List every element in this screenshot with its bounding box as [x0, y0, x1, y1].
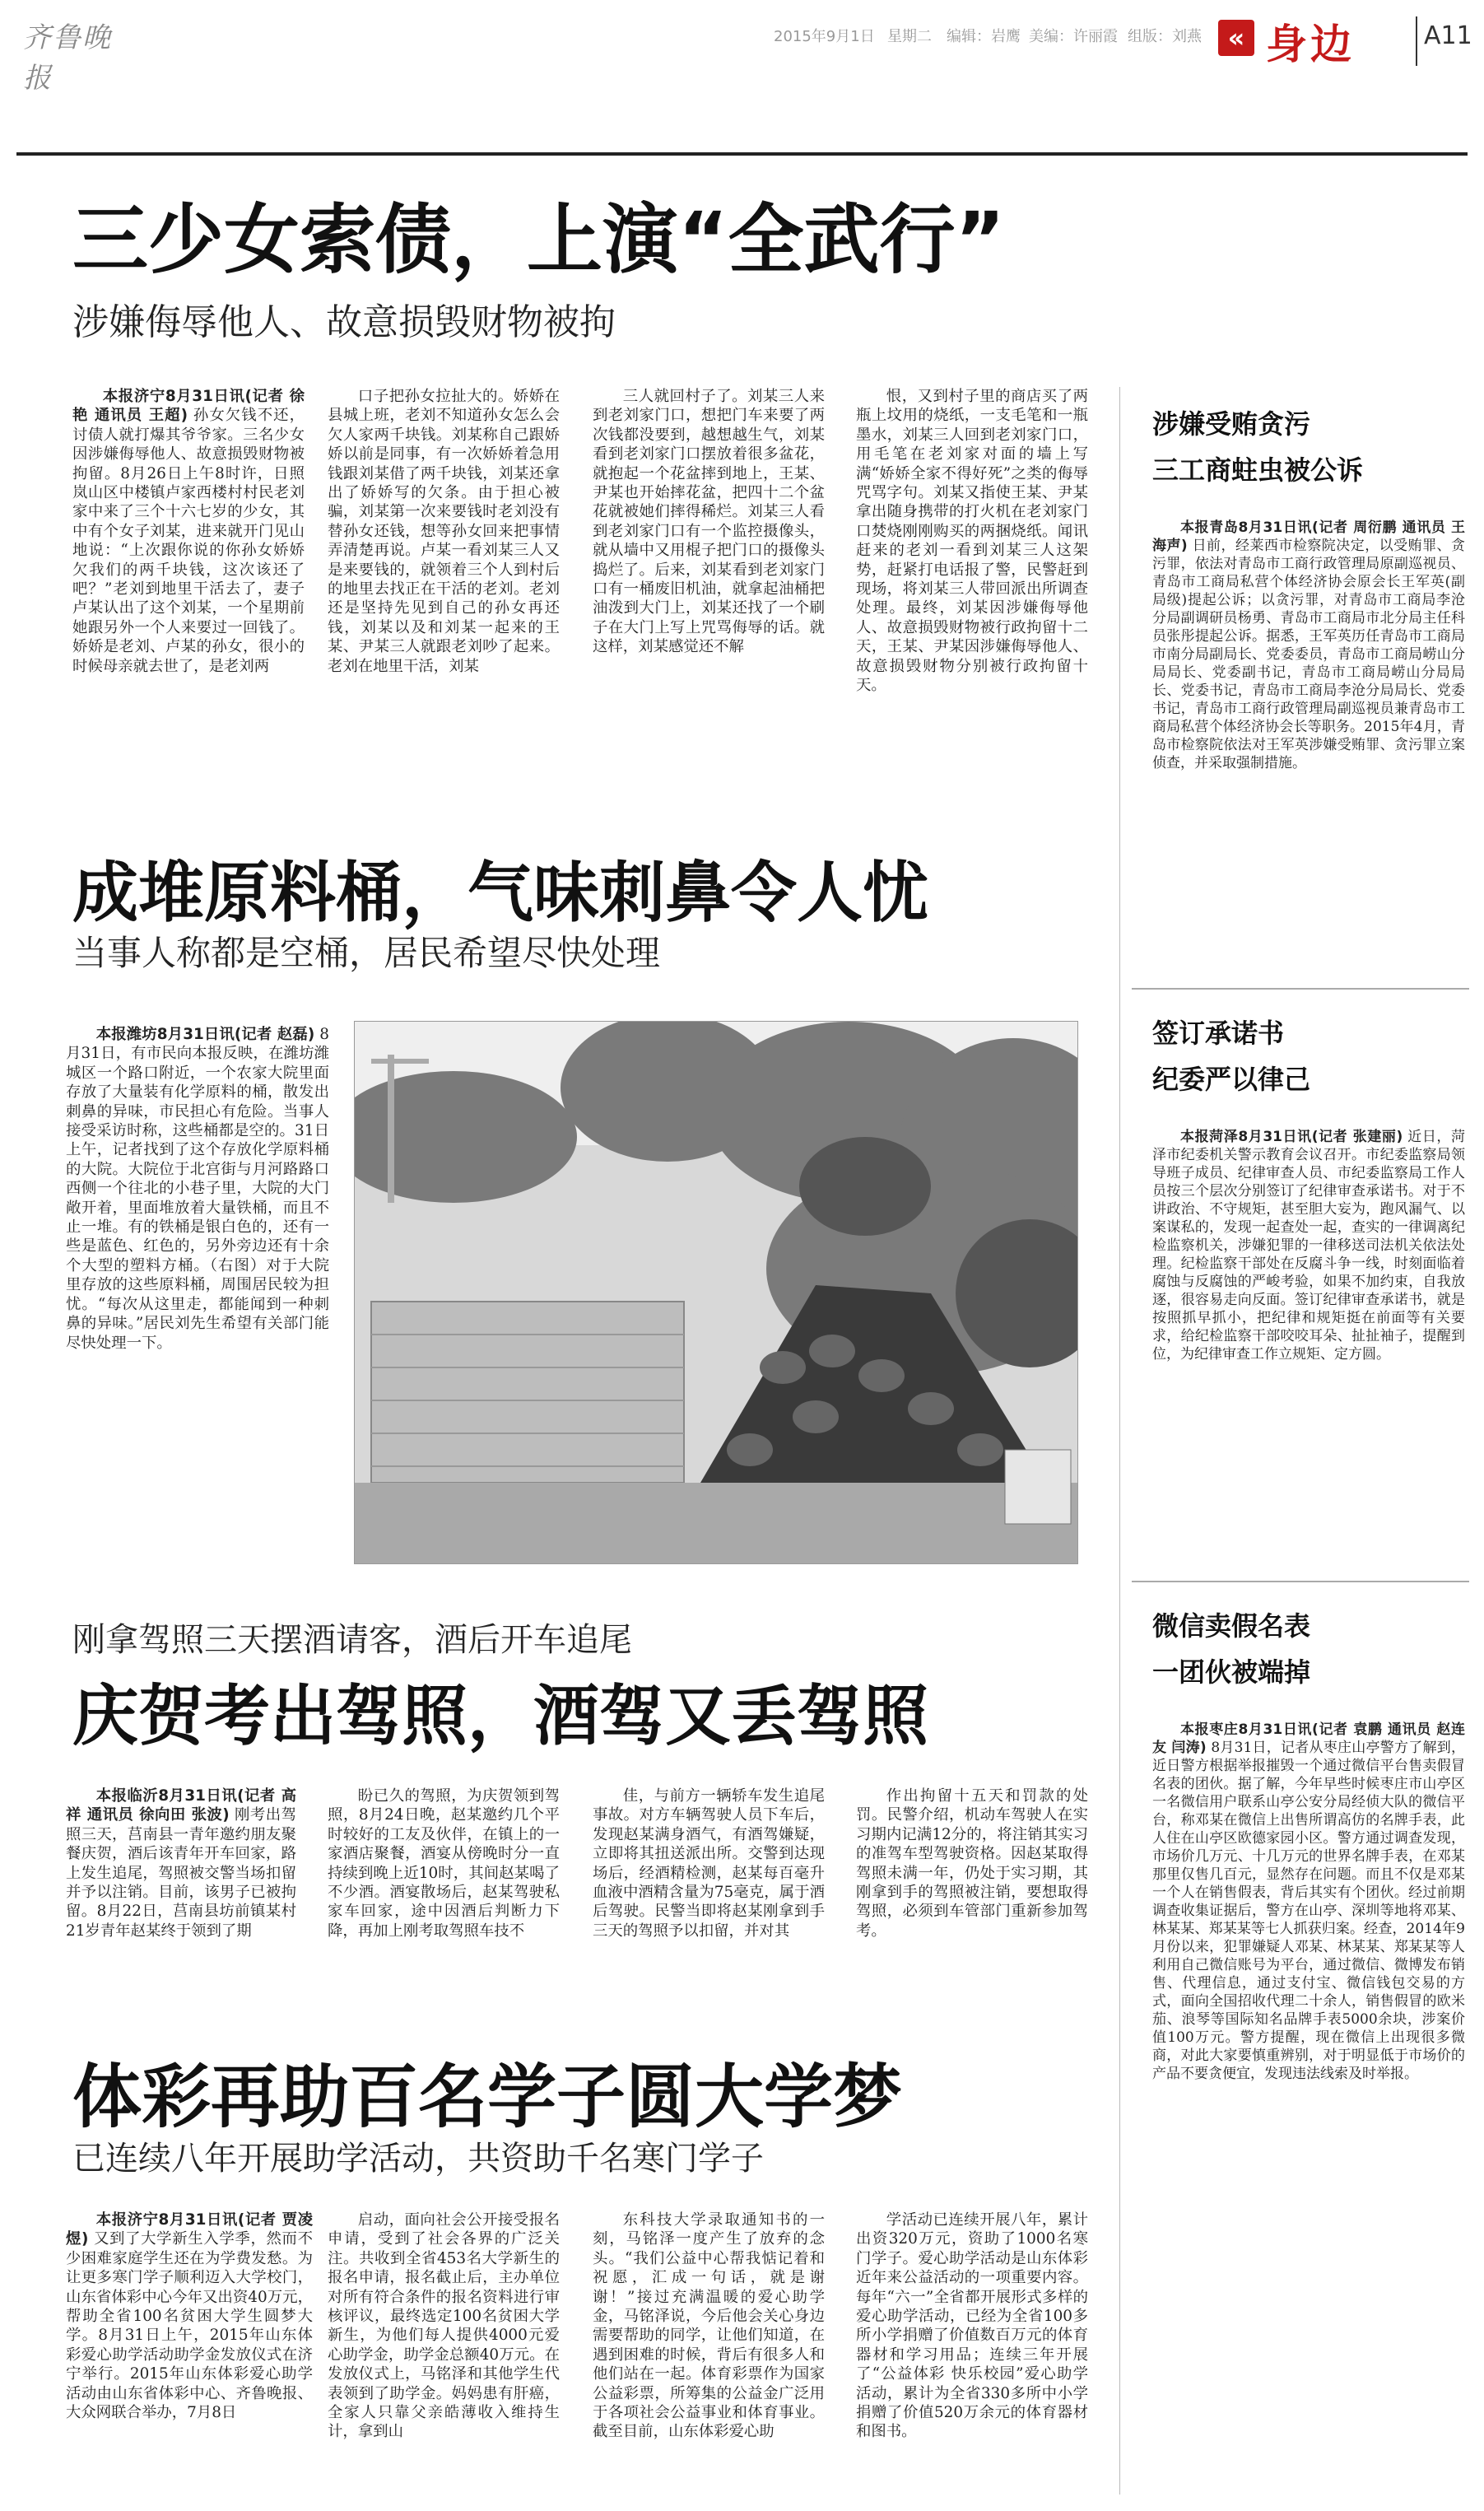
story1-column-3 [593, 387, 825, 774]
story3-text-3: 佳，与前方一辆轿车发生追尾事故。对方车辆驾驶人员下车后，发现赵某满身酒气，有酒驾嫌疑，立即将其扭送派出所。交警到达现场后，经酒精检测，赵某每百毫升血液中酒精含量为75毫克，属于酒后驾驶。民警当即将赵某刚拿到手三天的驾照予以扣留，并对其 [593, 1787, 825, 1940]
story4-column-3 [593, 2211, 825, 2499]
story4-headline: 体彩再助百名学子圆大学梦 [72, 2057, 903, 2137]
story1-subhead: 涉嫌侮辱他人、故意损毁财物被拘 [72, 301, 616, 343]
story4-column-1 [66, 2211, 313, 2499]
barrels-photo-image [355, 1022, 1078, 1564]
story3-headline: 庆贺考出驾照，酒驾又丢驾照 [72, 1678, 928, 1754]
story3-column-3 [593, 1787, 825, 2025]
header-rule [16, 152, 1468, 156]
sidebar1-text: 日前，经莱西市检察院决定，以受贿罪、贪污罪，依法对青岛市工商行政管理局原副巡视员、青岛市工商局私营个体经济协会原会长王军英(副局级)提起公诉；以贪污罪，对青岛市工商局李沧分局副调研员杨勇、青岛市工商局市北分局主任科员张彤提起公诉。据悉，王军英历任青岛市工商局市南分局副局长、党委委员，青岛市工商局崂山分局局长、党委副书记，青岛市工商局崂山分局局长、党委书记，青岛市工商局李沧分局局长、党委书记，青岛市工商行政管理局副巡视员兼青岛市工商局私营个体经济协会长等职务。2015年4月，青岛市检察院依法对王军英涉嫌受贿罪、贪污罪立案侦查，并采取强制措施。 [1152, 538, 1465, 771]
section-chevron-icon: « [1218, 20, 1254, 56]
designer-credit: 美编：许丽霞 [1029, 28, 1118, 45]
story1-headline: 三少女索债，上演“全武行” [72, 196, 1005, 284]
sidebar1-byline: 本报青岛8月31日讯(记者 周衍鹏 通讯员 王海声) [1152, 519, 1465, 554]
story4-column-4 [856, 2211, 1088, 2499]
story4-column-2 [328, 2211, 560, 2499]
story4-subhead: 已连续八年开展助学活动，共资助千名寒门学子 [72, 2140, 764, 2178]
story2-byline: 本报潍坊8月31日讯(记者 赵磊) [95, 1026, 315, 1043]
story3-column-1 [66, 1787, 296, 2025]
sidebar1-headline-line1: 涉嫌受贿贪污 [1152, 408, 1311, 440]
issue-weekday: 星期二 [887, 28, 932, 45]
sidebar1-headline-line2: 三工商蛀虫被公诉 [1152, 454, 1364, 486]
story2-headline: 成堆原料桶，气味刺鼻令人忧 [72, 855, 928, 931]
story3-text-1: 刚考出驾照三天，莒南县一青年邀约朋友聚餐庆贺，酒后该青年开车回家，路上发生追尾，驾照被交警当场扣留并予以注销。目前，该男子已被拘留。8月22日，莒南县坊前镇某村21岁青年赵某终于领到了期 [66, 1806, 296, 1940]
sidebar3-headline-line1: 微信卖假名表 [1152, 1610, 1311, 1642]
sidebar2-headline-line1: 签订承诺书 [1152, 1018, 1285, 1049]
masthead-logo: 齐鲁晚报 [23, 21, 112, 95]
story4-text-1: 又到了大学新生入学季，然而不少困难家庭学生还在为学费发愁。为让更多寒门学子顺利迈入大学校门，山东省体彩中心今年又出资40万元，帮助全省100名贫困大学生圆梦大学。8月31日上午，2015年山东体彩爱心助学活动助学金发放仪式在济宁举行。2015年山东体彩爱心助学活动由山东省体彩中心、齐鲁晚报、大众网联合举办，7月8日 [66, 2230, 313, 2422]
sidebar-divider [1119, 387, 1120, 2495]
sidebar2-byline: 本报菏泽8月31日讯(记者 张建丽) [1180, 1129, 1403, 1145]
story3-column-4 [856, 1787, 1088, 2025]
story3-kicker: 刚拿驾照三天摆酒请客，酒后开车追尾 [72, 1621, 632, 1659]
story4-text-3: 东科技大学录取通知书的一刻，马铭泽一度产生了放弃的念头。“我们公益中心帮我惦记着和祝愿，汇成一句话，就是谢谢！”接过充满温暖的爱心助学金，马铭泽说，今后他会关心身边需要帮助的同学，让他们知道，在遇到困难的时候，背后有很多人和他们站在一起。体育彩票作为国家公益彩票，所筹集的公益金广泛用于各项社会公益事业和体育事业。截至目前，山东体彩爱心助 [593, 2211, 825, 2441]
story4-byline: 本报济宁8月31日讯(记者 贾凌煜) [66, 2211, 313, 2248]
story1-column-1 [72, 387, 305, 774]
proof-credit: 组版：刘燕 [1128, 28, 1202, 45]
sidebar2-body [1152, 1128, 1465, 1556]
section-tag [1218, 12, 1424, 68]
story2-text-1: 8月31日，有市民向本报反映，在潍坊潍城区一个路口附近，一个农家大院里面存放了大量装有化学原料的桶，散发出刺鼻的异味，市民担心有危险。当事人接受采访时称，这些桶都是空的。31日上午，记者找到了这个存放化学原料桶的大院。大院位于北宫街与月河路路口西侧一个往北的小巷子里，大院的大门敞开着，里面堆放着大量铁桶，而且不止一堆。有的铁桶是银白色的，还有一些是蓝色、红色的，另外旁边还有十余个大型的塑料方桶。（右图）对于大院里存放的这些原料桶，周围居民较为担忧。“每次从这里走，都能闻到一种刺鼻的异味。”居民刘先生希望有关部门能尽快处理一下。 [66, 1026, 329, 1352]
sidebar1-body [1152, 519, 1465, 947]
header-divider [1416, 16, 1417, 66]
story3-text-4: 作出拘留十五天和罚款的处罚。民警介绍，机动车驾驶人在实习期内记满12分的，将注销其实习的准驾车型驾驶资格。因赵某取得驾照未满一年，仍处于实习期，其刚拿到手的驾照被注销，要想取得驾照，必须到车管部门重新参加驾考。 [856, 1787, 1088, 1940]
story4-text-2: 启动，面向社会公开接受报名申请，受到了社会各界的广泛关注。共收到全省453名大学新生的报名申请，报名截止后，主办单位对所有符合条件的报名资料进行审核评议，最终选定100名贫困大学新生，为他们每人提供4000元爱心助学金，助学金总额40万元。在发放仪式上，马铭泽和其他学生代表领到了助学金。妈妈患有肝癌，全家人只靠父亲皓薄收入维持生计，拿到山 [328, 2211, 560, 2441]
story1-column-4 [856, 387, 1088, 774]
section-name: 身边 [1266, 21, 1355, 68]
story1-text-4: 恨，又到村子里的商店买了两瓶上坟用的烧纸，一支毛笔和一瓶墨水，刘某三人回到老刘家门口，用毛笔在老刘家对面的墙上写满“娇娇全家不得好死”之类的侮辱咒骂字句。刘某又指使王某、尹某拿出随身携带的打火机在老刘家门口焚烧刚刚购买的两捆烧纸。闻讯赶来的老刘一看到刘某三人这架势，赶紧打电话报了警，民警赶到现场，将刘某三人带回派出所调查处理。最终，刘某因涉嫌侮辱他人、故意损毁财物被行政拘留十二天，王某、尹某因涉嫌侮辱他人、故意损毁财物分别被行政拘留十天。 [856, 388, 1088, 695]
story1-text-3: 三人就回村子了。刘某三人来到老刘家门口，想把门车来要了两次钱都没要到，越想越生气，刘某看到老刘家门口摆放着很多盆花，就抱起一个花盆摔到地上，王某、尹某也开始摔花盆，把四十二个盆花就被她们摔得稀烂。刘某三人看到老刘家门口有一个监控摄像头，就从墙中又用棍子把门口的摄像头捣烂了。后来，刘某看到老刘家门口有一桶废旧机油，就拿起油桶把油泼到大门上，刘某还找了一个刷子在大门上写上咒骂侮辱的话。就这样，刘某感觉还不解 [593, 388, 825, 656]
story3-column-2 [328, 1787, 560, 2025]
sidebar3-headline-line2: 一团伙被端掉 [1152, 1656, 1311, 1688]
story1-text-2: 口子把孙女拉扯大的。娇娇在县城上班，老刘不知道孙女怎么会欠人家两千块钱。刘某称自己跟娇娇以前是同事，有一次娇娇着急用钱跟刘某借了两千块钱，刘某还拿出了娇娇写的欠条。由于担心被骗，刘某第一次来要钱时老刘没有替孙女还钱，想等孙女回来把事情弄清楚再说。卢某一看刘某三人又是来要钱的，就领着三个人到村后的地里去找正在干活的老刘。老刘还是坚持先见到自己的孙女再还钱，刘某以及和刘某一起来的王某、尹某三人就跟老刘吵了起来。老刘在地里干活，刘某 [328, 388, 560, 675]
barrels-photo [354, 1021, 1078, 1564]
sidebar3-text: 8月31日，记者从枣庄山亭警方了解到，近日警方根据举报摧毁一个通过微信平台售卖假冒名表的团伙。据了解，今年早些时候枣庄市山亭区一名微信用户联系山亭公安分局经侦大队的微信平台，称邓某在微信上出售所谓高仿的名牌手表，此人住在山亭区欧德家园小区。警方通过调查发现，市场价几万元、十几万元的世界名牌手表，在邓某那里仅售几百元，显然存在问题。而且不仅是邓某一个人在销售假表，背后其实有个团伙。经过前期调查收集证据后，警方在山亭、深圳等地将邓某、林某某、郑某某等七人抓获归案。经查，2014年9月份以来，犯罪嫌疑人邓某、林某某、郑某某等人利用自己微信账号为平台，通过微信、微博发布销售、代理信息，通过支付宝、微信钱包交易的方式，面向全国招收代理二十余人，销售假冒的欧米茄、浪琴等国际知名品牌手表5000余块，涉案价值100万元。警方提醒，现在微信上出现很多微商，对此大家要慎重辨别，对于明显低于市场价的产品不要贪便宜，发现违法线索及时举报。 [1152, 1740, 1465, 2082]
editor-credit: 编辑：岩鹰 [947, 28, 1021, 45]
story4-text-4: 学活动已连续开展八年，累计出资320万元，资助了1000名寒门学子。爱心助学活动是山东体彩近年来公益活动的一项重要内容。每年“六一”全省都开展形式多样的爱心助学活动，已经为全省100多所小学捐赠了价值数百万元的体育器材和学习用品；连续三年开展了“公益体彩 快乐校园”爱心助学活动，累计为全省330多所中小学捐赠了价值520万余元的体育器材和图书。 [856, 2211, 1088, 2441]
issue-date: 2015年9月1日 [774, 28, 875, 45]
story3-byline: 本报临沂8月31日讯(记者 高祥 通讯员 徐向田 张波) [66, 1787, 296, 1824]
story2-column-1 [66, 1025, 329, 1552]
page-number: A11 [1424, 21, 1472, 50]
sidebar3-body [1152, 1721, 1465, 2499]
sidebar2-text: 近日，菏泽市纪委机关警示教育会议召开。市纪委监察局领导班子成员、纪律审查人员、市纪委监察局工作人员按三个层次分别签订了纪律审查承诺书。对于不讲政治、不守规矩，甚至胆大妄为，跑风漏气、以案谋私的，发现一起查处一起，查实的一律调离纪检监察机关，涉嫌犯罪的一律移送司法机关依法处理。纪检监察干部处在反腐斗争一线，时刻面临着腐蚀与反腐蚀的严峻考验，如果不加约束，自我放逐，很容易走向反面。签订纪律审查承诺书，就是按照抓早抓小，把纪律和规矩挺在前面等有关要求，给纪检监察干部咬咬耳朵、扯扯袖子，提醒到位，为纪律审查工作立规矩、定方圆。 [1152, 1129, 1465, 1363]
sidebar-rule-1 [1132, 988, 1469, 990]
sidebar3-byline: 本报枣庄8月31日讯(记者 袁鹏 通讯员 赵连友 闫涛) [1152, 1721, 1465, 1756]
story1-text-1: 孙女欠钱不还，讨债人就打爆其爷爷家。三名少女因涉嫌侮辱他人、故意损毁财物被拘留。8月26日上午8时许，日照岚山区中楼镇卢家西楼村村民老刘家中来了三个十六七岁的少女，其中有个女子刘某，进来就开门见山地说：“上次跟你说的你孙女娇娇欠我们的两千块钱，这次该还了吧？”老刘到地里干活去了，妻子卢某认出了这个刘某，一个星期前她跟另外一个人来要过一回钱了。娇娇是老刘、卢某的孙女，很小的时候母亲就去世了，是老刘两 [72, 407, 305, 675]
sidebar2-headline-line2: 纪委严以律己 [1152, 1064, 1311, 1095]
story1-byline: 本报济宁8月31日讯(记者 徐艳 通讯员 王超) [72, 388, 305, 425]
story3-text-2: 盼已久的驾照，为庆贺领到驾照，8月24日晚，赵某邀约几个平时较好的工友及伙伴，在镇上的一家酒店聚餐，酒宴从傍晚时分一直持续到晚上近10时，其间赵某喝了不少酒。酒宴散场后，赵某驾驶私家车回家，途中因酒后判断力下降，再加上刚考取驾照车技不 [328, 1787, 560, 1940]
sidebar-rule-2 [1132, 1581, 1469, 1582]
story1-column-2 [328, 387, 560, 774]
story2-subhead: 当事人称都是空桶，居民希望尽快处理 [72, 933, 661, 973]
